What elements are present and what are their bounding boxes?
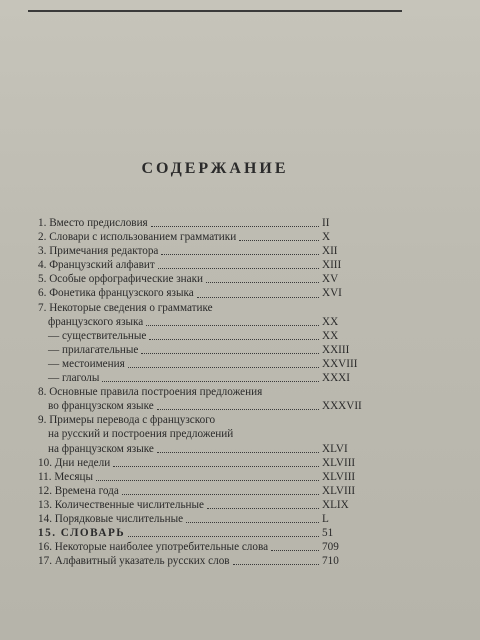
toc-entry: 17. Алфавитный указатель русских слов 710 [38,555,339,568]
toc-entry: 5. Особые орфографические знаки XV [38,273,339,286]
toc-entry: — прилагательные XXIII [48,343,350,356]
toc-entry: — местоимения XXVIII [48,357,358,370]
page-title: СОДЕРЖАНИЕ [141,160,289,177]
toc-entry: на французском языке XLVI [48,442,348,455]
toc-entry: 3. Примечания редактора XII [38,245,338,258]
toc-entry: 10. Дни недели XLVIII [38,456,356,469]
toc-entry: — существительные XX [48,329,339,342]
toc-entry: во французском языке XXXVII [48,400,362,413]
toc-entry: 14. Порядковые числительные L [38,512,329,525]
toc-entry: 11. Месяцы XLVIII [38,470,356,483]
toc-entry: французского языка XX [48,315,339,328]
toc-entry: — глаголы XXXI [48,372,350,385]
toc-entry: 16. Некоторые наиболее употребительные слова 709 [38,541,339,554]
toc-entry: 9. Примеры перевода с французского [38,414,216,427]
toc-entry: 8. Основные правила построения предложения [38,386,263,399]
toc-entry: 13. Количественные числительные XLIX [38,498,349,511]
table-of-contents [38,216,378,568]
toc-entry: 4. Французский алфавит XIII [38,259,342,272]
toc-entry: 2. Словари с использованием грамматики X [38,231,331,244]
toc-entry: 12. Времена года XLVIII [38,484,356,497]
toc-entry: 7. Некоторые сведения о грамматике [38,301,213,314]
toc-entry: 1. Вместо предисловия II [38,217,330,229]
toc-entry: 15. СЛОВАРЬ 51 [38,527,334,540]
toc-entry: 6. Фонетика французского языка XVI [38,287,342,300]
top-rule [28,10,402,12]
toc-entry: на русский и построения предложений [48,428,234,441]
